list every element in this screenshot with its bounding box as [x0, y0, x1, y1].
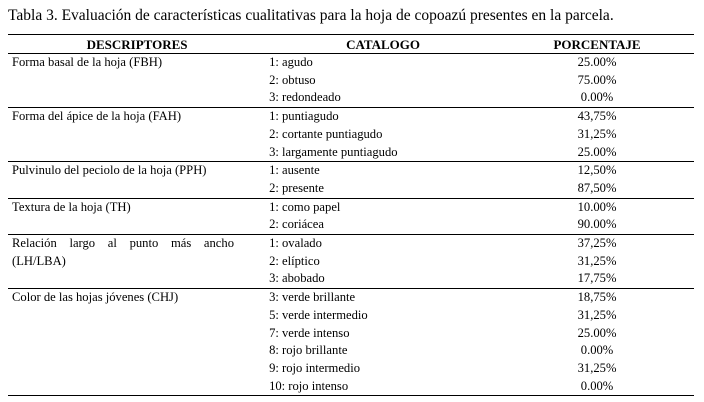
- table-body: [8, 54, 694, 396]
- table-caption: Tabla 3. Evaluación de características cualitativas para la hoja de copoazú presentes en la parcela.: [8, 7, 614, 24]
- table-row-pph: [8, 162, 694, 198]
- percent-value: 25.00%: [577, 55, 617, 69]
- descriptor-label-line2: (LH/LBA): [12, 253, 66, 268]
- percent-value: 37,25%: [577, 236, 617, 251]
- table-row-fah: [8, 108, 694, 162]
- catalog-option: 1: ausente: [269, 163, 320, 178]
- percent-value: 75.00%: [577, 72, 617, 87]
- catalog-option: 1: agudo: [269, 55, 313, 69]
- descriptor-label: Textura de la hoja (TH): [12, 199, 131, 214]
- catalog-option: 5: verde intermedio: [269, 307, 368, 322]
- percent-value: 31,25%: [577, 126, 617, 141]
- percent-value: 87,50%: [577, 180, 617, 195]
- percent-cell: [500, 198, 694, 234]
- catalog-option: 3: largamente puntiagudo: [269, 144, 398, 159]
- percent-value: 10.00%: [577, 199, 617, 214]
- catalog-cell: [266, 108, 500, 162]
- percent-value: 90.00%: [577, 217, 617, 232]
- header-descriptores: DESCRIPTORES: [8, 35, 266, 54]
- percent-value: 31,25%: [577, 360, 617, 375]
- descriptor-cell: [8, 235, 266, 289]
- table-row-lh-lba: [8, 235, 694, 289]
- header-row: [8, 35, 694, 54]
- percent-cell: [500, 235, 694, 289]
- percent-value: 17,75%: [577, 271, 617, 286]
- percent-value: 0.00%: [580, 343, 614, 358]
- descriptor-cell: [8, 54, 266, 108]
- descriptor-label: Forma basal de la hoja (FBH): [12, 55, 163, 69]
- catalog-option: 2: coriácea: [269, 217, 324, 232]
- descriptor-label: Pulvinulo del peciolo de la hoja (PPH): [12, 163, 207, 178]
- descriptor-cell: [8, 108, 266, 162]
- catalog-option: 3: redondeado: [269, 90, 341, 105]
- header-catalogo: CATALOGO: [266, 35, 500, 54]
- catalog-option: 2: cortante puntiagudo: [269, 126, 383, 141]
- descriptor-cell: [8, 162, 266, 198]
- table-header: [8, 35, 694, 54]
- catalog-option: 7: verde intenso: [269, 325, 350, 340]
- header-porcentaje: PORCENTAJE: [500, 35, 694, 54]
- table-row-fbh: [8, 54, 694, 108]
- catalog-option: 1: ovalado: [269, 236, 322, 251]
- catalog-option: 8: rojo brillante: [269, 343, 348, 358]
- catalog-option: 10: rojo intenso: [269, 378, 349, 393]
- percent-cell: [500, 289, 694, 396]
- catalog-option: 2: obtuso: [269, 72, 316, 87]
- descriptor-cell: [8, 289, 266, 396]
- catalog-cell: [266, 235, 500, 289]
- table-row-th: [8, 198, 694, 234]
- percent-cell: [500, 108, 694, 162]
- percent-cell: [500, 162, 694, 198]
- percent-value: 25.00%: [577, 325, 617, 340]
- table-row-chj: [8, 289, 694, 396]
- descriptor-label: Relación largo al punto más ancho: [12, 236, 234, 251]
- percent-cell: [500, 54, 694, 108]
- percent-value: 31,25%: [577, 253, 617, 268]
- catalog-option: 2: elíptico: [269, 253, 320, 268]
- percent-value: 31,25%: [577, 307, 617, 322]
- catalog-option: 3: abobado: [269, 271, 325, 286]
- catalog-option: 2: presente: [269, 180, 324, 195]
- percent-value: 25.00%: [577, 144, 617, 159]
- descriptor-cell: [8, 198, 266, 234]
- percent-value: 12,50%: [577, 163, 617, 178]
- catalog-option: 1: puntiagudo: [269, 109, 339, 124]
- characteristics-table: [8, 34, 694, 396]
- percent-value: 43,75%: [577, 109, 617, 124]
- catalog-option: 9: rojo intermedio: [269, 360, 360, 375]
- catalog-option: 1: como papel: [269, 199, 341, 214]
- percent-value: 0.00%: [580, 90, 614, 105]
- catalog-cell: [266, 162, 500, 198]
- descriptor-label: Forma del ápice de la hoja (FAH): [12, 109, 182, 124]
- percent-value: 0.00%: [580, 378, 614, 393]
- catalog-cell: [266, 198, 500, 234]
- catalog-option: 3: verde brillante: [269, 290, 356, 305]
- catalog-cell: [266, 289, 500, 396]
- catalog-cell: [266, 54, 500, 108]
- percent-value: 18,75%: [577, 290, 617, 305]
- descriptor-label: Color de las hojas jóvenes (CHJ): [12, 290, 179, 305]
